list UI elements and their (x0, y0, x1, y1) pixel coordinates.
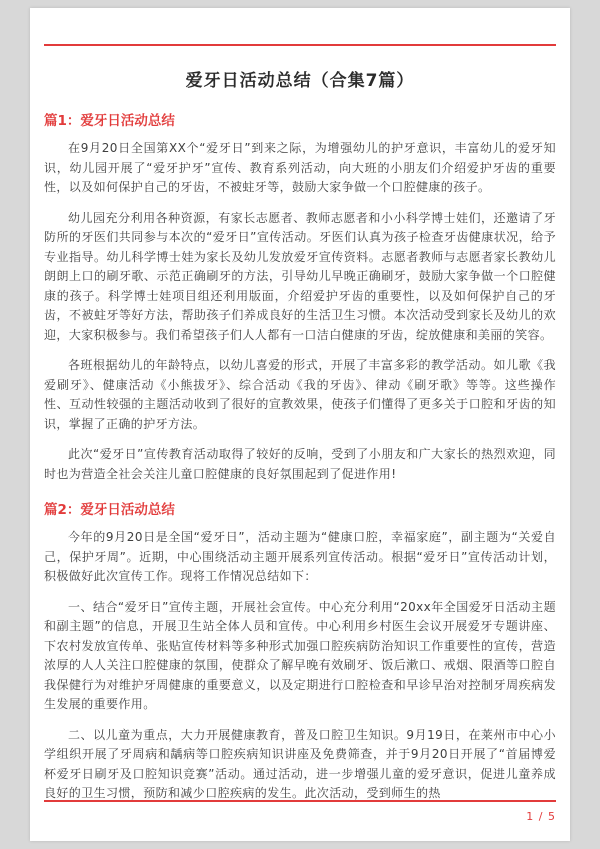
section-2-heading: 篇2：爱牙日活动总结 (44, 502, 175, 518)
section-1-paragraph-1: 在9月20日全国第XX个“爱牙日”到来之际，为增强幼儿的护牙意识，丰富幼儿的爱牙知识，幼儿园开展了“爱牙护牙”宣传、教育系列活动，向大班的小朋友们介绍爱护牙齿的重要性，以及如何保护自己的牙齿，不被蛀牙等，鼓励大家争做一个口腔健康的孩子。 (44, 141, 556, 194)
section-1-paragraph-2: 幼儿园充分利用各种资源，有家长志愿者、教师志愿者和小小科学博士娃们，还邀请了牙防所的牙医们共同参与本次的“爱牙日”宣传活动。牙医们认真为孩子检查牙齿健康状况，给予专业指导。幼儿科学博士娃为家长及幼儿发放爱牙宣传资料。志愿者教师与志愿者家长教幼儿朗朗上口的刷牙歌、示范正确刷牙的方法，引导幼儿早晚正确刷牙，鼓励大家争做一个口腔健康的孩子。科学博士娃项目组还利用版面，介绍爱护牙齿的重要性，以及如何保护自己的牙齿，不被蛀牙等好方法，帮助孩子们养成良好的生活卫生习惯。本次活动受到家长及幼儿的欢迎，大家积极参与。我们希望孩子们人人都有一口洁白健康的牙齿，绽放健康和美丽的笑容。 (44, 210, 556, 342)
document-title: 爱牙日活动总结（合集7篇） (185, 71, 415, 91)
section-2-paragraph-3: 二、以儿童为重点，大力开展健康教育，普及口腔卫生知识。9月19日，在莱州市中心小学组织开展了牙周病和龋病等口腔疾病知识讲座及免费筛查，并于9月20日开展了“首届博爱杯爱牙日刷牙及口腔知识竞赛”活动。通过活动，进一步增强儿童的爱牙意识，促进儿童养成良好的卫生习惯，预防和减少口腔疾病的发生。此次活动，受到师生的热 (44, 727, 556, 800)
top-divider (44, 44, 556, 46)
section-1-heading: 篇1：爱牙日活动总结 (44, 113, 175, 129)
page-footer (44, 800, 556, 823)
section-1-paragraph-3: 各班根据幼儿的年龄特点，以幼儿喜爱的形式，开展了丰富多彩的教学活动。如儿歌《我爱刷牙》、健康活动《小熊拔牙》、综合活动《我的牙齿》、律动《刷牙歌》等等。这些操作性、互动性较强的主题活动收到了很好的宣教效果，使孩子们懂得了更多关于口腔和牙齿的知识，掌握了正确的护牙方法。 (44, 358, 556, 431)
section-2-paragraph-1: 今年的9月20日是全国“爱牙日”，活动主题为“健康口腔，幸福家庭”，副主题为“关爱自己，保护牙周”。近期，中心围绕活动主题开展系列宣传活动。根据“爱牙日”宣传活动计划，积极做好此次宣传工作。现将工作情况总结如下： (44, 530, 556, 583)
section-2-paragraph-2: 一、结合“爱牙日”宣传主题，开展社会宣传。中心充分利用“20xx年全国爱牙日活动主题和副主题”的信息，开展卫生站全体人员和宣传。中心利用乡村医生会议开展爱牙专题讲座、下农村发放宣传单、张贴宣传材料等多种形式加强口腔疾病防治知识工作重要性的宣传，营造浓厚的人人关注口腔健康的氛围，使群众了解早晚有效刷牙、饭后漱口、戒烟、限酒等口腔自我保健行为对维护牙周健康的重要意义，以及定期进行口腔检查和早诊早治对控制牙周疾病发生发展的重要作用。 (44, 599, 556, 711)
page-number-indicator: 1 / 5 (526, 810, 556, 823)
section-1-paragraph-4: 此次“爱牙日”宣传教育活动取得了较好的反响，受到了小朋友和广大家长的热烈欢迎，同时也为营造全社会关注儿童口腔健康的良好氛围起到了促进作用! (44, 447, 556, 481)
document-page (30, 8, 570, 841)
bottom-divider (44, 800, 556, 802)
